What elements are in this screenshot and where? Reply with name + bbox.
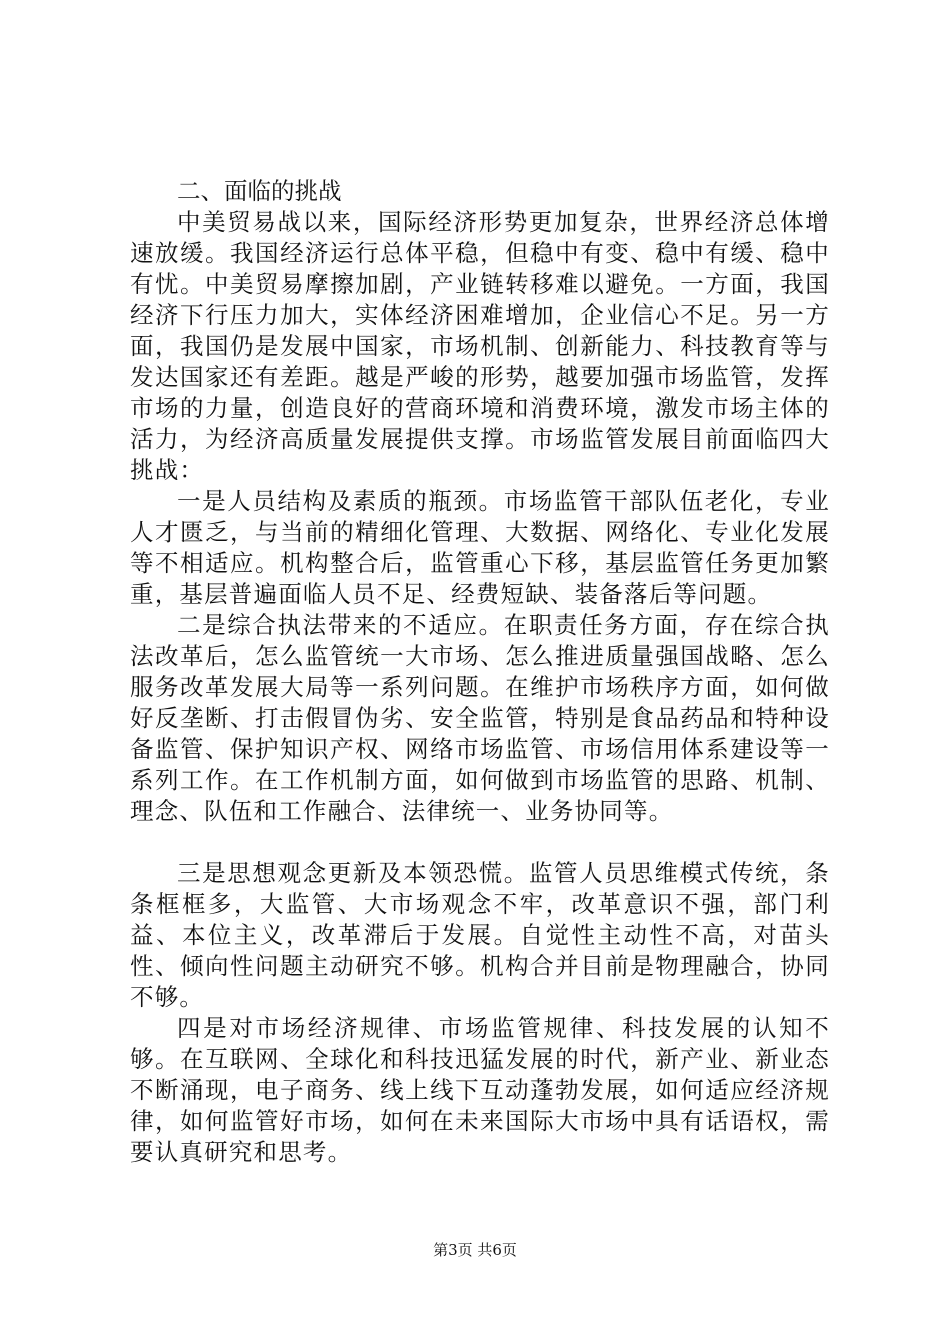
- paragraph-intro: 中美贸易战以来，国际经济形势更加复杂，世界经济总体增速放缓。我国经济运行总体平稳，但稳中有变、稳中有缓、稳中有忧。中美贸易摩擦加剧，产业链转移难以避免。一方面，我国经济下行压力加大，实体经济困难增加，企业信心不足。另一方面，我国仍是发展中国家，市场机制、创新能力、科技教育等与发达国家还有差距。越是严峻的形势，越要加强市场监管，发挥市场的力量，创造良好的营商环境和消费环境，激发市场主体的活力，为经济高质量发展提供支撑。市场监管发展目前面临四大挑战：: [130, 208, 830, 484]
- paragraph-challenge-2: 二是综合执法带来的不适应。在职责任务方面，存在综合执法改革后，怎么监管统一大市场、怎么推进质量强国战略、怎么服务改革发展大局等一系列问题。在维护市场秩序方面，如何做好反垄断、打击假冒伪劣、安全监管，特别是食品药品和特种设备监管、保护知识产权、网络市场监管、市场信用体系建设等一系列工作。在工作机制方面，如何做到市场监管的思路、机制、理念、队伍和工作融合、法律统一、业务协同等。: [130, 611, 830, 825]
- section-heading: 二、面临的挑战: [177, 177, 342, 205]
- paragraph-challenge-3: 三是思想观念更新及本领恐慌。监管人员思维模式传统，条条框框多，大监管、大市场观念不牢，改革意识不强，部门利益、本位主义，改革滞后于发展。自觉性主动性不高，对苗头性、倾向性问题主动研究不够。机构合并目前是物理融合，协同不够。: [130, 859, 830, 1011]
- paragraph-challenge-1: 一是人员结构及素质的瓶颈。市场监管干部队伍老化，专业人才匮乏，与当前的精细化管理、大数据、网络化、专业化发展等不相适应。机构整合后，监管重心下移，基层监管任务更加繁重，基层普遍面临人员不足、经费短缺、装备落后等问题。: [130, 487, 830, 608]
- paragraph-challenge-4: 四是对市场经济规律、市场监管规律、科技发展的认知不够。在互联网、全球化和科技迅猛发展的时代，新产业、新业态不断涌现，电子商务、线上线下互动蓬勃发展，如何适应经济规律，如何监管好市场，如何在未来国际大市场中具有话语权，需要认真研究和思考。: [130, 1014, 830, 1166]
- page-number-footer: 第3页 共6页: [433, 1241, 517, 1259]
- paragraph-gap: [130, 827, 830, 858]
- document-body: [130, 176, 830, 1168]
